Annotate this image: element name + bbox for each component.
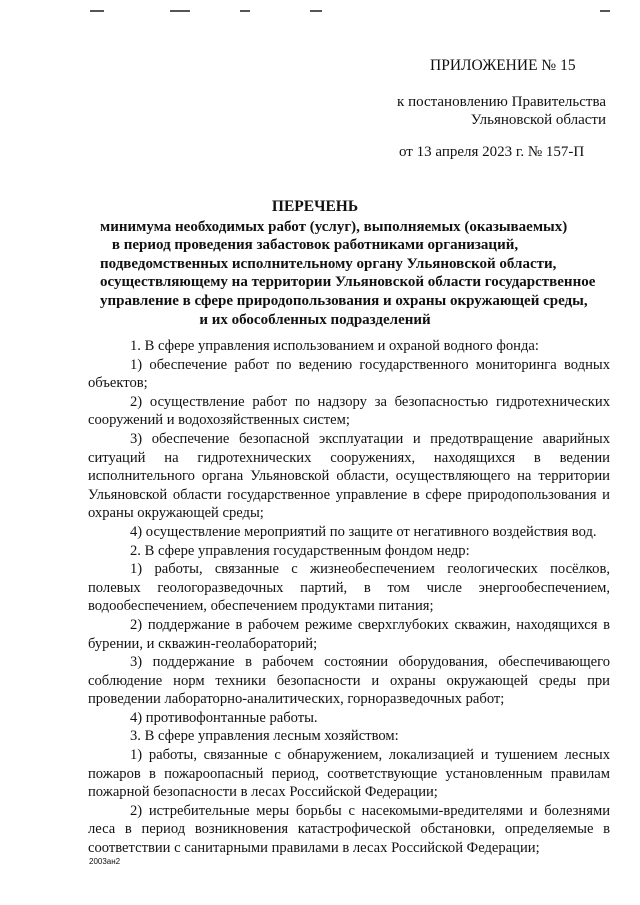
- title-line: управление в сфере природопользования и охраны окружающей среды,: [100, 292, 588, 309]
- scan-artifact: [90, 10, 104, 12]
- section-heading: 1. В сфере управления использованием и охраной водного фонда:: [130, 338, 539, 354]
- list-item: 1) работы, связанные с жизнеобеспечением геологических посёлков, полевых геологоразведочных партий, в том числе энергообеспечением, водообеспечением, обеспечением продуктами питания;: [88, 561, 610, 615]
- title-line: минимума необходимых работ (услуг), выполняемых (оказываемых): [100, 218, 568, 235]
- title-main: ПЕРЕЧЕНЬ: [271, 198, 359, 215]
- list-item: 1) работы, связанные с обнаружением, локализацией и тушением лесных пожаров в пожароопасный период, соответствующие установленным правилам пожарной безопасности в лесах Российской Федерации;: [88, 747, 610, 801]
- scan-artifact: [310, 10, 322, 12]
- list-item: 2) истребительные меры борьбы с насекомыми-вредителями и болезнями леса в период возникновения катастрофической обстановки, определяемые в соответствии с санитарными правилами в лесах Российской Федерации;: [88, 802, 610, 857]
- title-line: осуществляющему на территории Ульяновской области государственное: [100, 274, 596, 291]
- resolution-reference: [356, 93, 606, 129]
- title-line: и их обособленных подразделений: [199, 311, 431, 328]
- resolution-date: от 13 апреля 2023 г. № 157-П: [399, 144, 585, 160]
- title-line: в период проведения забастовок работниками организаций,: [111, 237, 519, 254]
- section-heading: 3. В сфере управления лесным хозяйством:: [130, 728, 399, 745]
- document-code: 2003ан2: [89, 857, 121, 866]
- list-item: 2) поддержание в рабочем режиме сверхглубоких скважин, находящихся в бурении, и скважин-геолабораторий;: [88, 616, 610, 652]
- resolution-line: Ульяновской области: [470, 112, 606, 128]
- list-item: 2) осуществление работ по надзору за безопасностью гидротехнических сооружений и водохозяйственных систем;: [88, 393, 610, 429]
- scan-artifact: [600, 10, 610, 12]
- appendix-heading: ПРИЛОЖЕНИЕ № 15: [430, 57, 576, 74]
- list-item: 3) поддержание в рабочем состоянии оборудования, обеспечивающего соблюдение норм техники безопасности и охраны окружающей среды при проведении лабораторно-аналитических, горноразведочных работ;: [88, 654, 610, 708]
- list-item: 4) осуществление мероприятий по защите от негативного воздействия вод.: [130, 523, 597, 540]
- list-item: 3) обеспечение безопасной эксплуатации и предотвращение аварийных ситуаций на гидротехнических сооружениях, находящихся в ведении исполнительного органа Ульяновской области, осуществляющего на территории Ульяновской области государственное управление в сфере природопользования и охраны окружающей среды;: [88, 430, 610, 522]
- resolution-line: к постановлению Правительства: [397, 94, 606, 110]
- document-body: [88, 337, 610, 858]
- title-line: подведомственных исполнительному органу Ульяновской области,: [100, 255, 557, 272]
- list-item: 4) противофонтанные работы.: [130, 709, 318, 726]
- section-heading: 2. В сфере управления государственным фондом недр:: [130, 542, 470, 559]
- document-title: [100, 198, 596, 329]
- scan-artifact: [240, 10, 250, 12]
- list-item: 1) обеспечение работ по ведению государственного мониторинга водных объектов;: [88, 356, 610, 392]
- scan-artifact: [170, 10, 190, 12]
